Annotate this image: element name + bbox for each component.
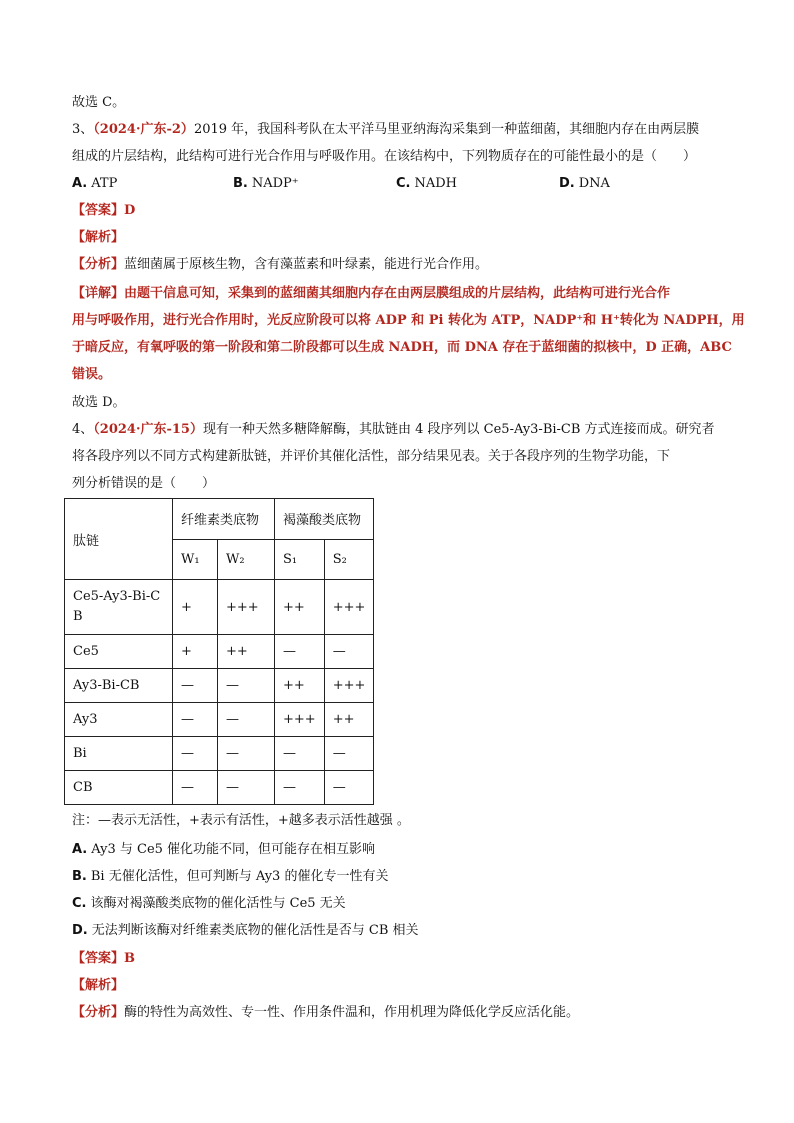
cell-w1: — <box>173 669 218 703</box>
subheader-s1: S₁ <box>275 539 325 580</box>
table-row <box>65 703 374 737</box>
q4-number: 4、 <box>72 422 94 437</box>
cell-s2: — <box>324 771 374 805</box>
table-row <box>65 737 374 771</box>
cell-w2: — <box>218 737 275 771</box>
subheader-w2: W₂ <box>218 539 275 580</box>
q3-number: 3、 <box>72 122 94 137</box>
q3-fenxi-text: 蓝细菌属于原核生物，含有藻蓝素和叶绿素，能进行光合作用。 <box>124 257 489 272</box>
row-name: Ay3 <box>65 703 173 737</box>
row-name: Ay3-Bi-CB <box>65 669 173 703</box>
cell-w1: — <box>173 771 218 805</box>
cell-w2: — <box>218 771 275 805</box>
cell-s1: ++ <box>275 580 325 635</box>
table-row <box>65 580 374 635</box>
q3-xiangjie-line2: 用与呼吸作用，进行光合作用时，光反应阶段可以将 ADP 和 Pi 转化为 ATP，NADP⁺和 H⁺转化为 NADPH，用 <box>72 313 745 328</box>
q4-stem-line2: 将各段序列以不同方式构建新肽链，并评价其催化活性，部分结果见表。关于各段序列的生物学功能，下 <box>72 449 671 464</box>
q3-xiangjie-text1: 由题干信息可知，采集到的蓝细菌其细胞内存在由两层膜组成的片层结构，此结构可进行光合作 <box>124 286 671 301</box>
cell-s2: +++ <box>324 580 374 635</box>
q4-stem-text1: 现有一种天然多糖降解酶，其肽链由 4 段序列以 Ce5-Ay3-Bi-CB 方式连接而成。研究者 <box>202 422 715 437</box>
row-name: CB <box>65 771 173 805</box>
q3-option-b: B. NADP⁺ <box>233 176 299 191</box>
q4-stem-line1 <box>72 421 715 439</box>
q3-xiangjie-tag: 【详解】 <box>72 286 125 301</box>
cell-s2: ++ <box>324 703 374 737</box>
previous-conclusion: 故选 C。 <box>72 95 126 110</box>
cell-w2: +++ <box>218 580 275 635</box>
cell-s1: +++ <box>275 703 325 737</box>
row-name: Bi <box>65 737 173 771</box>
q3-xiangjie-line1 <box>72 285 670 303</box>
cell-w2: — <box>218 703 275 737</box>
header-alginate-group: 褐藻酸类底物 <box>275 499 374 540</box>
q3-answer-tag: 【答案】 <box>72 203 125 218</box>
header-cellulose-group: 纤维素类底物 <box>173 499 275 540</box>
q4-table-note: 注：—表示无活性，+表示有活性，+越多表示活性越强 。 <box>72 813 410 828</box>
cell-s1: — <box>275 737 325 771</box>
table-row <box>65 669 374 703</box>
q3-source: （2024·广东-2） <box>93 122 194 137</box>
q4-answer-tag: 【答案】 <box>72 951 125 966</box>
q3-xiangjie-line3: 于暗反应，有氧呼吸的第一阶段和第二阶段都可以生成 NADH，而 DNA 存在于蓝细菌的拟核中，D 正确，ABC <box>72 340 732 355</box>
q4-analysis-tag: 【解析】 <box>72 978 125 993</box>
q4-fenxi-text: 酶的特性为高效性、专一性、作用条件温和，作用机理为降低化学反应活化能。 <box>124 1005 580 1020</box>
table-row <box>65 635 374 669</box>
cell-s1: — <box>275 635 325 669</box>
q4-fenxi <box>72 1004 579 1022</box>
q3-options <box>72 175 692 193</box>
subheader-s2: S₂ <box>324 539 374 580</box>
cell-s2: — <box>324 737 374 771</box>
q3-stem-line2: 组成的片层结构，此结构可进行光合作用与呼吸作用。在该结构中，下列物质存在的可能性最小的是（ ） <box>72 149 697 164</box>
row-name: Ce5 <box>65 635 173 669</box>
table-row <box>65 771 374 805</box>
q3-stem-line1 <box>72 121 699 139</box>
q4-option-a: A. Ay3 与 Ce5 催化功能不同，但可能存在相互影响 <box>72 842 376 857</box>
cell-s1: — <box>275 771 325 805</box>
cell-w1: — <box>173 703 218 737</box>
q3-conclusion: 故选 D。 <box>72 395 126 410</box>
subheader-w1: W₁ <box>173 539 218 580</box>
cell-w1: — <box>173 737 218 771</box>
cell-w2: — <box>218 669 275 703</box>
q3-xiangjie-line4: 错误。 <box>72 367 112 382</box>
cell-w1: + <box>173 635 218 669</box>
q3-stem-text1: 2019 年，我国科考队在太平洋马里亚纳海沟采集到一种蓝细菌，其细胞内存在由两层膜 <box>193 122 700 137</box>
q3-option-a: A. ATP <box>72 176 118 191</box>
row-name: Ce5-Ay3-Bi-CB <box>65 580 173 635</box>
q3-fenxi <box>72 256 488 274</box>
q4-option-c: C. 该酶对褐藻酸类底物的催化活性与 Ce5 无关 <box>72 896 346 911</box>
table-header-row <box>65 499 374 540</box>
q3-analysis-tag: 【解析】 <box>72 230 125 245</box>
q4-stem-line3: 列分析错误的是（ ） <box>72 476 216 491</box>
cell-w2: ++ <box>218 635 275 669</box>
cell-s1: ++ <box>275 669 325 703</box>
q3-fenxi-tag: 【分析】 <box>72 257 125 272</box>
cell-s2: +++ <box>324 669 374 703</box>
q3-answer <box>72 202 135 220</box>
cell-s2: — <box>324 635 374 669</box>
q4-answer-value: B <box>124 951 136 966</box>
q4-option-d: D. 无法判断该酶对纤维素类底物的催化活性是否与 CB 相关 <box>72 923 419 938</box>
header-peptide: 肽链 <box>65 499 173 580</box>
q4-source: （2024·广东-15） <box>93 422 203 437</box>
q4-fenxi-tag: 【分析】 <box>72 1005 125 1020</box>
q3-option-c: C. NADH <box>396 176 458 191</box>
cell-w1: + <box>173 580 218 635</box>
q4-option-b: B. Bi 无催化活性，但可判断与 Ay3 的催化专一性有关 <box>72 869 389 884</box>
q4-activity-table <box>64 498 374 805</box>
q3-answer-value: D <box>124 203 136 218</box>
q3-option-d: D. DNA <box>559 176 610 191</box>
q4-answer <box>72 950 135 968</box>
